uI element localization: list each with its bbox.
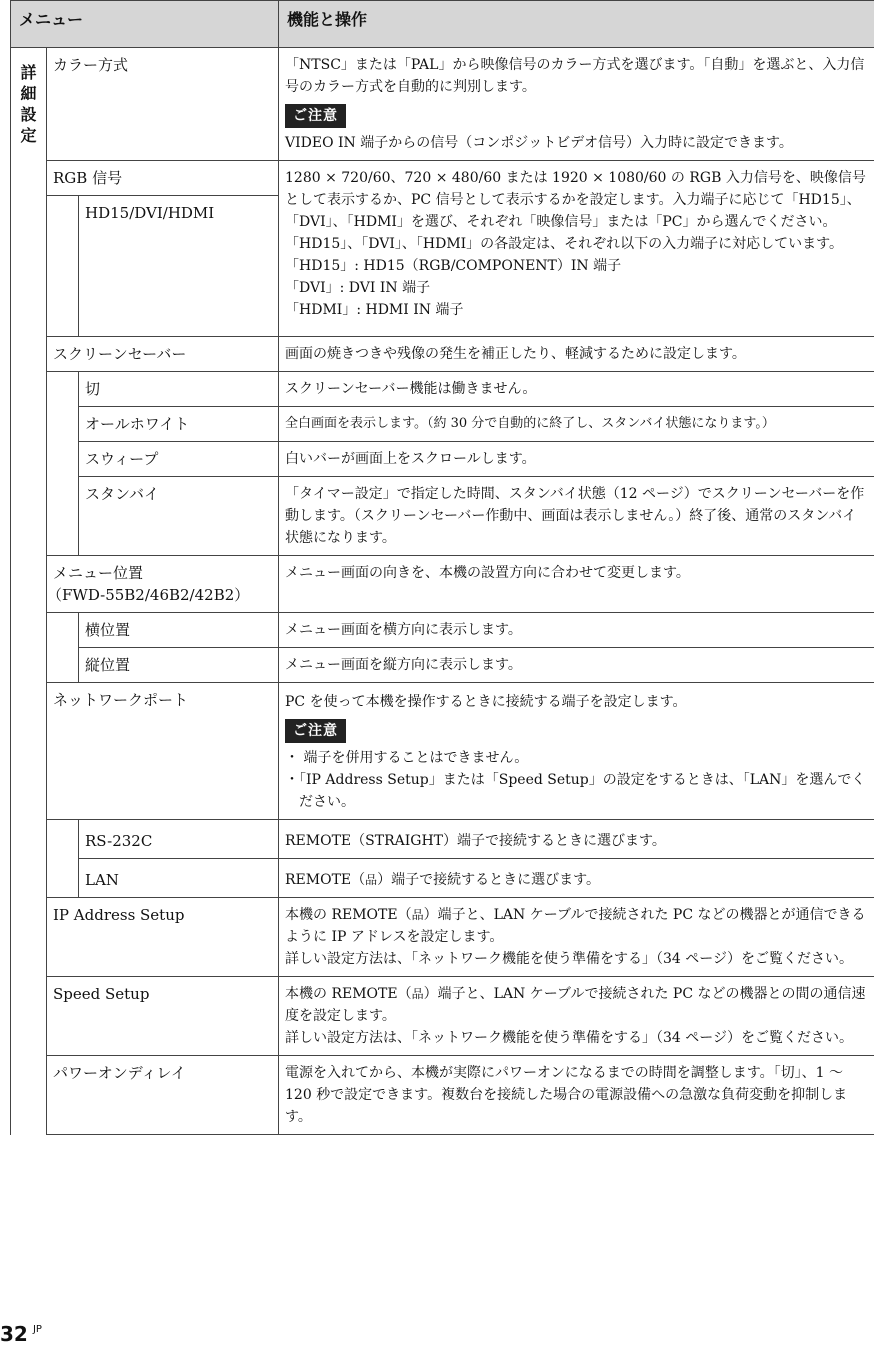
- table-row: [11, 613, 874, 648]
- table-row: [11, 48, 874, 161]
- lan-icon: 品: [411, 987, 424, 1001]
- page-number: 32: [0, 1322, 28, 1346]
- table-row: [11, 337, 874, 372]
- sub-label: 切: [79, 372, 279, 407]
- table-row: [11, 161, 874, 196]
- row-label-ip-setup: IP Address Setup: [47, 898, 279, 977]
- sub-label: 横位置: [79, 613, 279, 648]
- table-row: [11, 407, 874, 442]
- row-desc-speed-setup: 本機の REMOTE（品）端子と、LAN ケーブルで接続された PC などの機器との間の通信速度を設定します。 詳しい設定方法は、「ネットワーク機能を使う準備をする」（34 ページ）をご覧ください。: [279, 977, 874, 1056]
- note-badge: ご注意: [285, 719, 346, 743]
- sub-label: 縦位置: [79, 648, 279, 683]
- table-row: [11, 372, 874, 407]
- table-row: [11, 1056, 874, 1135]
- page-lang: JP: [32, 1324, 42, 1335]
- sub-desc: REMOTE（品）端子で接続するときに選びます。: [279, 859, 874, 898]
- row-desc-screensaver: 画面の焼きつきや残像の発生を補正したり、軽減するために設定します。: [279, 337, 874, 372]
- table-row: [11, 898, 874, 977]
- row-label-menu-position: メニュー位置 （FWD-55B2/46B2/42B2）: [47, 556, 279, 613]
- page-footer: [0, 1322, 42, 1346]
- sub-desc: REMOTE（STRAIGHT）端子で接続するときに選びます。: [279, 820, 874, 859]
- note-bullet: ・「IP Address Setup」または「Speed Setup」の設定をするときは、「LAN」を選んでください。: [285, 772, 866, 810]
- header-function: 機能と操作: [279, 1, 874, 48]
- table-row: [11, 977, 874, 1056]
- note-badge: ご注意: [285, 104, 346, 128]
- table-row: [11, 442, 874, 477]
- section-label: 詳細設定: [11, 48, 47, 1135]
- row-label-rgb: RGB 信号: [47, 161, 279, 196]
- row-label-screensaver: スクリーンセーバー: [47, 337, 279, 372]
- sub-label: スウィープ: [79, 442, 279, 477]
- sub-label: オールホワイト: [79, 407, 279, 442]
- row-label-speed-setup: Speed Setup: [47, 977, 279, 1056]
- table-row: [11, 556, 874, 613]
- sub-label: LAN: [79, 859, 279, 898]
- row-desc-ip-setup: 本機の REMOTE（品）端子と、LAN ケーブルで接続された PC などの機器とが通信できるように IP アドレスを設定します。 詳しい設定方法は、「ネットワーク機能を使う準備をする」（34 ページ）をご覧ください。: [279, 898, 874, 977]
- row-desc-color-system: 「NTSC」または「PAL」から映像信号のカラー方式を選びます。「自動」を選ぶと、入力信号のカラー方式を自動的に判別します。 ご注意 VIDEO IN 端子からの信号（コンポジットビデオ信号）入力時に設定できます。: [279, 48, 874, 161]
- table-row: [11, 820, 874, 859]
- row-label-network-port: ネットワークポート: [47, 683, 279, 820]
- sub-label: スタンバイ: [79, 477, 279, 556]
- table-row: [11, 477, 874, 556]
- row-label-color-system: カラー方式: [47, 48, 279, 161]
- lan-icon: 品: [365, 873, 378, 887]
- table-row: [11, 648, 874, 683]
- row-desc-menu-position: メニュー画面の向きを、本機の設置方向に合わせて変更します。: [279, 556, 874, 613]
- sub-desc: 全白画面を表示します。（約 30 分で自動的に終了し、スタンバイ状態になります。）: [279, 407, 874, 442]
- row-desc-network-port: PC を使って本機を操作するときに接続する端子を設定します。 ご注意 ・ 端子を併用することはできません。 ・「IP Address Setup」または「Speed Setup」の設定をするときは、「LAN」を選んでください。: [279, 683, 874, 820]
- lan-icon: 品: [411, 908, 424, 922]
- table-row: [11, 859, 874, 898]
- sub-desc: メニュー画面を横方向に表示します。: [279, 613, 874, 648]
- row-desc-power-delay: 電源を入れてから、本機が実際にパワーオンになるまでの時間を調整します。「切」、1 ～ 120 秒で設定できます。複数台を接続した場合の電源設備への急激な負荷変動を抑制します。: [279, 1056, 874, 1135]
- table-header-row: [11, 1, 874, 48]
- sub-desc: 白いバーが画面上をスクロールします。: [279, 442, 874, 477]
- table-row: [11, 683, 874, 820]
- row-desc-rgb: 1280 × 720/60、720 × 480/60 または 1920 × 1080/60 の RGB 入力信号を、映像信号として表示するか、PC 信号として表示するかを設定します。入力端子に応じて「HD15」、「DVI」、「HDMI」を選び、それぞれ「映像信号」または「PC」から選んでください。「HD15」、「DVI」、「HDMI」の各設定は、それぞれ以下の入力端子に対応しています。 「HD15」: HD15（RGB/COMPONENT）IN 端子 「DVI」: DVI IN 端子 「HDMI」: HDMI IN 端子: [279, 161, 874, 337]
- sub-desc: 「タイマー設定」で指定した時間、スタンバイ状態（12 ページ）でスクリーンセーバーを作動します。（スクリーンセーバー作動中、画面は表示しません。）終了後、通常のスタンバイ状態になります。: [279, 477, 874, 556]
- settings-table: [10, 0, 874, 1135]
- row-label-rgb-sub: HD15/DVI/HDMI: [79, 196, 279, 337]
- sub-desc: メニュー画面を縦方向に表示します。: [279, 648, 874, 683]
- header-menu: メニュー: [11, 1, 279, 48]
- note-bullet: ・ 端子を併用することはできません。: [285, 750, 529, 766]
- row-label-power-delay: パワーオンディレイ: [47, 1056, 279, 1135]
- note-text: VIDEO IN 端子からの信号（コンポジットビデオ信号）入力時に設定できます。: [285, 135, 793, 151]
- sub-label: RS-232C: [79, 820, 279, 859]
- sub-desc: スクリーンセーバー機能は働きません。: [279, 372, 874, 407]
